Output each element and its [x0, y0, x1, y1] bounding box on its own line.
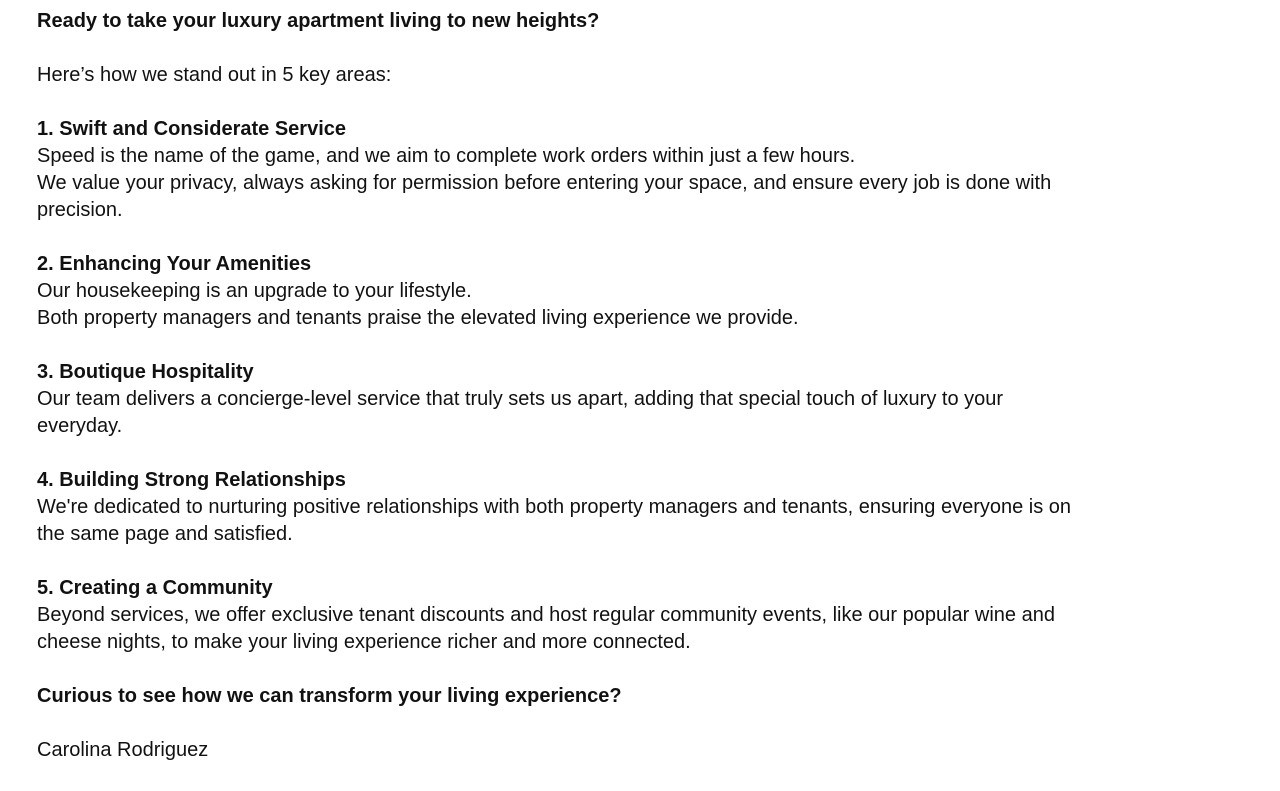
headline: Ready to take your luxury apartment living to new heights? — [37, 10, 600, 32]
section-heading: 2. Enhancing Your Amenities — [37, 253, 312, 275]
closing-question: Curious to see how we can transform your living experience? — [37, 685, 622, 707]
section-line: Our team delivers a concierge-level service that truly sets us apart, adding that special touch of luxury to your everyday. — [37, 388, 1004, 437]
section-creating-community — [37, 575, 1077, 656]
section-line: Our housekeeping is an upgrade to your lifestyle. — [37, 280, 472, 302]
intro-text: Here’s how we stand out in 5 key areas: — [37, 64, 392, 86]
section-boutique-hospitality — [37, 359, 1077, 440]
section-heading: 4. Building Strong Relationships — [37, 469, 346, 491]
section-line: We value your privacy, always asking for permission before entering your space, and ensure every job is done with precision. — [37, 172, 1052, 221]
section-heading: 5. Creating a Community — [37, 577, 273, 599]
document-body — [37, 8, 1077, 791]
section-swift-service — [37, 116, 1077, 224]
section-line: Speed is the name of the game, and we aim to complete work orders within just a few hours. — [37, 145, 856, 167]
section-line: Beyond services, we offer exclusive tenant discounts and host regular community events, like our popular wine and cheese nights, to make your living experience richer and more connected. — [37, 604, 1055, 653]
section-heading: 3. Boutique Hospitality — [37, 361, 254, 383]
signature: Carolina Rodriguez — [37, 739, 209, 761]
section-heading: 1. Swift and Considerate Service — [37, 118, 346, 140]
section-enhancing-amenities — [37, 251, 1077, 332]
section-line: Both property managers and tenants praise the elevated living experience we provide. — [37, 307, 799, 329]
section-strong-relationships — [37, 467, 1077, 548]
section-line: We're dedicated to nurturing positive relationships with both property managers and tenants, ensuring everyone is on the same page and satisfied. — [37, 496, 1072, 545]
